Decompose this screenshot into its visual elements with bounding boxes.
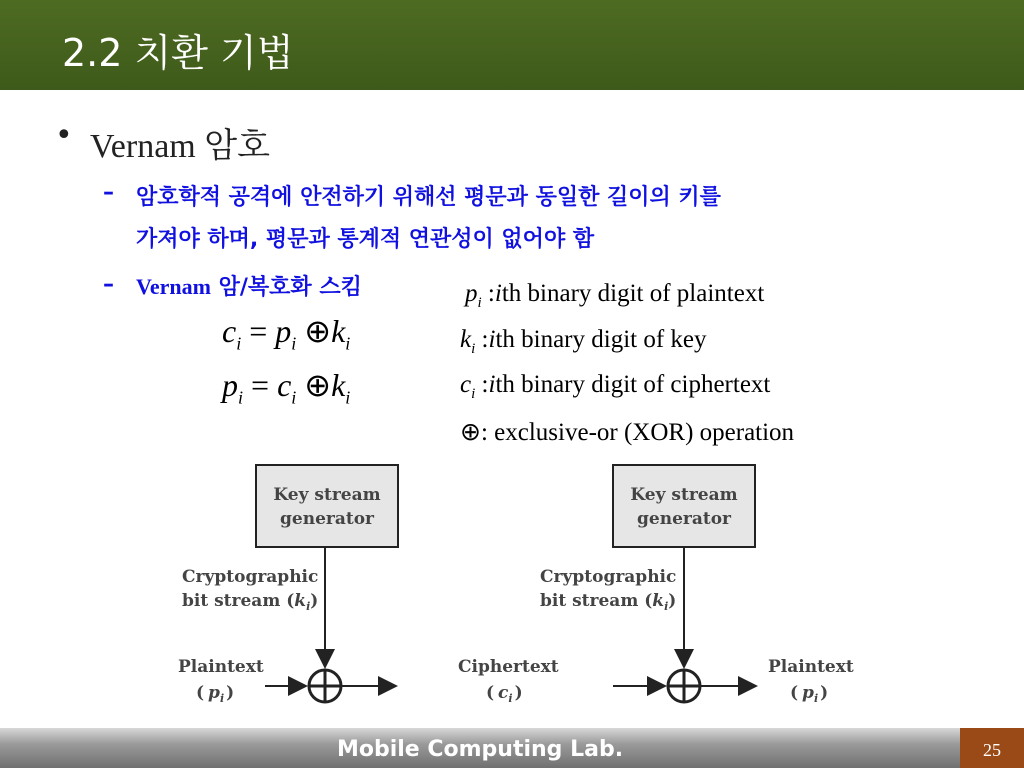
- crypto-label-left-1: Cryptographic: [182, 567, 319, 587]
- definition-key: $k_i$ :ith binary digit of key: [460, 326, 707, 357]
- bullet-vernam: Vernam 암호: [90, 128, 270, 165]
- crypto-label-right-2: bit stream $(k_i)$: [540, 591, 677, 613]
- definition-plaintext: $p_i$ :ith binary digit of plaintext: [465, 280, 765, 311]
- ciphertext-label: Ciphertext: [458, 657, 559, 677]
- keygen-label-right-2: generator: [637, 509, 731, 529]
- plaintext-label-right: Plaintext: [768, 657, 854, 677]
- decryption-equation: $p_i = c_i$ $\oplus k_i$: [222, 367, 351, 408]
- keygen-label-left-1: Key stream: [273, 485, 381, 505]
- crypto-label-right-1: Cryptographic: [540, 567, 677, 587]
- dash-1: –: [103, 180, 114, 205]
- xor-node-left: [309, 670, 341, 702]
- plaintext-label-left: Plaintext: [178, 657, 264, 677]
- vernam-diagram: [0, 440, 1024, 740]
- keygen-box-right: [613, 465, 755, 547]
- sub-bullet-2: [136, 270, 362, 301]
- sub-bullet-1-line-1: 암호학적 공격에 안전하기 위해선 평문과 동일한 길이의 키를: [136, 185, 721, 210]
- sub-bullet-2-text: 암/복호화 스킴: [218, 275, 362, 300]
- bullet-dot: •: [55, 118, 73, 153]
- plaintext-var-left: ( $p_i$ ): [196, 683, 235, 705]
- keygen-label-left-2: generator: [280, 509, 374, 529]
- ciphertext-var: ( $c_i$ ): [486, 683, 523, 705]
- plaintext-var-right: ( $p_i$ ): [790, 683, 829, 705]
- keygen-label-right-1: Key stream: [630, 485, 738, 505]
- crypto-label-left-2: bit stream $(k_i)$: [182, 591, 319, 613]
- keygen-box-left: [256, 465, 398, 547]
- definition-ciphertext: $c_i$ :ith binary digit of ciphertext: [460, 371, 771, 402]
- xor-node-right: [668, 670, 700, 702]
- footer-lab-name: Mobile Computing Lab.: [336, 737, 624, 762]
- page-number: 25: [983, 740, 1001, 760]
- definition-xor: ⊕: exclusive-or (XOR) operation: [460, 419, 795, 446]
- slide-title: 2.2 치환 기법: [62, 31, 294, 75]
- dash-2: –: [103, 272, 114, 297]
- sub-bullet-1-line-2: 가져야 하며, 평문과 통계적 연관성이 없어야 함: [136, 227, 595, 252]
- sub-bullet-2-vernam: Vernam: [136, 274, 211, 299]
- encryption-equation: $c_i = p_i$ $\oplus k_i$: [222, 313, 351, 354]
